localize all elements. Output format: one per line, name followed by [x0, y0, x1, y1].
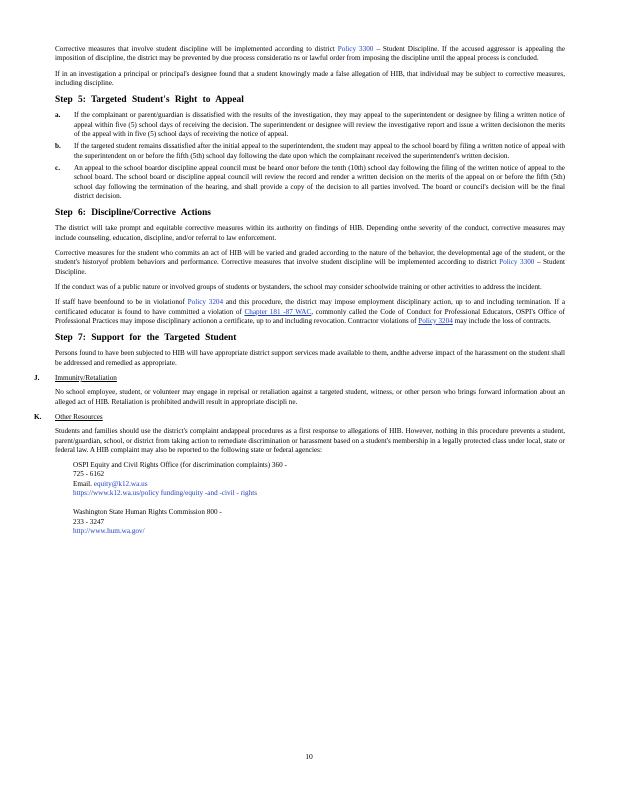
- paragraph-step6-1: The district will take prompt and equitable corrective measures within its authority on findings of HIB. Depending onthe severity of the conduct, corrective measures may include counseling, education, discipline, and/or referral to law enforcement.: [55, 224, 565, 242]
- section-j-text: No school employee, student, or volunteer may engage in reprisal or retaliation against a targeted student, witness, or other person who brings forward information about an alleged act of HIB. Retaliation is prohibited andwill result in appropriate discipli ne.: [55, 388, 565, 406]
- policy-3204-link[interactable]: Policy 3204: [418, 316, 453, 325]
- resource-line: OSPI Equity and Civil Rights Office (for discrimination complaints) 360 -: [73, 461, 287, 470]
- step6-heading: Step 6: Discipline/Corrective Actions: [55, 208, 211, 219]
- section-j-heading: [34, 374, 565, 383]
- section-letter: K.: [34, 412, 42, 421]
- text-run: – Student Discipline. If the accused aggressor is appealing the imposition of discipline, the district may be prevented by due process consideratio ns or lawful order from imposing the discipline until the appeal process is concluded.: [55, 45, 566, 63]
- text-run: If staff have beenfound to be in violationof: [55, 298, 185, 307]
- page-number: 10: [305, 752, 313, 761]
- page-content: [34, 45, 566, 546]
- item-marker: c.: [55, 163, 60, 172]
- item-text: If the complainant or parent/guardian is dissatisfied with the results of the investigation, they may appeal to the superintendent or designee by filing a written notice of appeal within five (5) school days of receiving the decision. The superintendent or designee will review the investigative report and issue a written decisionon the merits of the appeal with in five (5) school days of receiving the notice of appeal.: [74, 111, 565, 139]
- item-text: If the targeted student remains dissatisfied after the initial appeal to the superintendent, the student may appeal to the school board by filing a written notice of appeal with the superintendent on or before the fifth (5th) school day following the date upon which the complainant received the superintendent's written decision.: [74, 142, 565, 160]
- resource-phone: 725 - 6162: [73, 470, 105, 479]
- paragraph-corrective-measures: [55, 45, 565, 64]
- email-label: Email.: [73, 479, 92, 488]
- step7-heading: Step 7: Support for the Targeted Student: [55, 333, 237, 344]
- resource-hrc: [55, 508, 565, 536]
- text-run: – Student Discipline.: [55, 258, 566, 276]
- policy-3300-link[interactable]: Policy 3300: [499, 258, 535, 267]
- section-title: Immunity/Retaliation: [55, 374, 117, 383]
- paragraph-step6-4: [55, 298, 565, 326]
- step5-item-b: [55, 142, 565, 161]
- item-marker: b.: [55, 142, 61, 151]
- step5-item-a: [55, 111, 565, 139]
- resource-url-link[interactable]: https://www.k12.wa.us/policy funding/equity -and -civil - rights: [73, 488, 257, 497]
- item-marker: a.: [55, 111, 61, 120]
- text-run: and this procedure, the district may impose employment disciplinary action, up to and including termination. If a certificated educator is found to have committed a violation of: [55, 298, 566, 316]
- paragraph-step6-3: If the conduct was of a public nature or involved groups of students or bystanders, the school may consider schoolwide training or other activities to address the incident.: [55, 282, 542, 291]
- policy-3300-link[interactable]: Policy 3300: [337, 45, 374, 53]
- email-link[interactable]: equity@k12.wa.us: [93, 479, 148, 488]
- resource-line: Washington State Human Rights Commission 800 -: [73, 508, 222, 517]
- text-run: Corrective measures that involve student discipline will be implemented according to district: [55, 45, 335, 53]
- section-j: [34, 374, 565, 407]
- text-run: may include the loss of contracts.: [454, 316, 551, 325]
- section-k: [34, 412, 565, 536]
- section-k-heading: [34, 412, 565, 422]
- paragraph-false-allegation: If in an investigation a principal or principal's designee found that a student knowingly made a false allegation of HIB, that individual may be subject to corrective measures, including discipline.: [55, 69, 565, 87]
- step5-item-c: [55, 164, 565, 201]
- wac-chapter-link[interactable]: Chapter 181 -87 WAC: [244, 307, 312, 316]
- policy-3204-link[interactable]: Policy 3204: [187, 298, 224, 307]
- paragraph-step6-2: [55, 249, 565, 277]
- section-k-text: Students and families should use the district's complaint andappeal procedures as a first response to allegations of HIB. However, nothing in this procedure prevents a student, parent/guardian, school, or district from taking action to remediate discrimination or harassment based on a student's membership in a legally protected class under local, state or federal law. A HIB complaint may also be reported to the following state or federal agencies:: [55, 427, 565, 454]
- item-text: An appeal to the school boardor discipline appeal council must be heard onor before the tenth (10th) school day following the filing of the written notice of appeal to the school board. The school board or discipline appeal council will review the record and render a written decision on the merits of the appeal on or before the fifth (5th) school day following the termination of the hearing, and shall provide a copy of the decision to all parties involved. The board or council's decision will be the final district decision.: [74, 163, 565, 200]
- resource-email-row: [73, 480, 565, 489]
- section-title: Other Resources: [55, 412, 103, 421]
- resource-phone: 233 - 3247: [73, 517, 105, 526]
- resource-ospi: [55, 461, 565, 498]
- resource-url-link[interactable]: http://www.hum.wa.gov/: [73, 526, 145, 535]
- section-letter: J.: [34, 374, 40, 383]
- text-run: , commonly called the Code of Conduct for Professional Educators, OSPI's Office of Professional Practices may impose disciplinary actionon a certificate, up to and including revocation. Contractor violations of: [55, 307, 565, 325]
- step5-heading: Step 5: Targeted Student's Right to Appeal: [55, 95, 244, 106]
- text-run: Corrective measures for the student who commits an act of HIB will be varied and graded according to the nature of the behavior, the developmental age of the student, or the student's historyof problem behaviors and performance. Corrective measures that involve student discipline will be implemented according to district: [55, 249, 565, 267]
- paragraph-step7: Persons found to have been subjected to HIB will have appropriate district support services made available to them, andthe adverse impact of the harassment on the student shall be addressed and remedied as appropriate.: [55, 349, 565, 367]
